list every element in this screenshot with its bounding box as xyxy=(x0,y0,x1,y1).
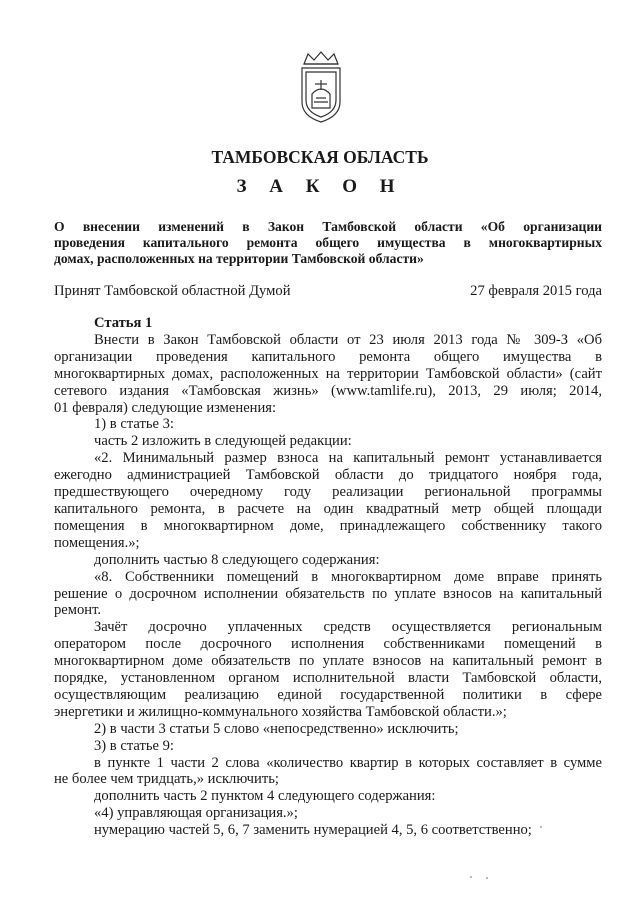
body-line: 01 февраля) следующие изменения: xyxy=(54,399,277,416)
coat-of-arms-emblem xyxy=(298,50,344,124)
body-line: порядке, установленном органом исполнительной власти Тамбовской области, xyxy=(54,670,602,687)
body-line: часть 2 изложить в следующей редакции: xyxy=(94,433,352,450)
law-title-line: домах, расположенных на территории Тамбовской области» xyxy=(54,251,424,266)
scan-speck xyxy=(470,876,472,878)
body-line: осуществляющим реализацию единой государственной политики в сфере xyxy=(54,686,602,703)
body-line: «2. Минимальный размер взноса на капитальный ремонт устанавливается xyxy=(94,450,602,467)
body-line: энергетики и жилищно-коммунального хозяйства Тамбовской области.»; xyxy=(54,703,507,720)
body-line: «8. Собственники помещений в многоквартирном доме вправе принять xyxy=(94,568,602,585)
body-line: капитального ремонта, в расчете на один квадратный метр общей площади xyxy=(54,500,602,517)
body-line: Внести в Закон Тамбовской области от 23 июля 2013 года № 309-З «Об xyxy=(94,331,602,348)
body-line: оператором после досрочного исполнения собственниками помещений в xyxy=(54,636,602,653)
body-line: 3) в статье 9: xyxy=(94,737,174,754)
body-line: дополнить часть 2 пунктом 4 следующего содержания: xyxy=(94,788,436,805)
body-line: Зачёт досрочно уплаченных средств осуществляется региональным xyxy=(94,619,602,636)
adoption-line xyxy=(54,283,602,300)
body-line: организации проведения капитального ремонта общего имущества в xyxy=(54,348,602,365)
body-line: многоквартирном доме обязательств по уплате взносов на капитальный ремонт в xyxy=(54,653,602,670)
body-line: решение о досрочном исполнении обязательств по уплате взносов на капитальный xyxy=(54,585,602,602)
body-line: 2) в части 3 статьи 5 слово «непосредственно» исключить; xyxy=(94,720,459,737)
law-title xyxy=(54,219,602,267)
law-title-line: проведения капитального ремонта общего имущества в многоквартирных xyxy=(54,235,602,250)
body-line: в пункте 1 части 2 слова «количество квартир в которых составляет в сумме xyxy=(94,754,602,771)
body-line: 1) в статье 3: xyxy=(94,416,174,433)
article-heading: Статья 1 xyxy=(94,315,153,331)
body-line: помещения.»; xyxy=(54,534,140,551)
body-line: предшествующего очередному году реализации региональной программы xyxy=(54,484,602,501)
adopted-by: Принят Тамбовской областной Думой xyxy=(54,283,291,299)
document-type-heading: З А К О Н xyxy=(236,176,404,197)
article-body xyxy=(54,315,602,839)
region-heading: ТАМБОВСКАЯ ОБЛАСТЬ xyxy=(211,147,429,167)
body-line: многоквартирных домах, расположенных на территории Тамбовской области» (сайт xyxy=(54,365,602,382)
body-line: дополнить частью 8 следующего содержания: xyxy=(94,551,380,568)
body-line: «4) управляющая организация.»; xyxy=(94,805,298,822)
body-line: ежегодно администрацией Тамбовской области до тридцатого ноября года, xyxy=(54,467,602,484)
body-line: помещения в многоквартирном доме, принадлежащего собственнику такого xyxy=(54,517,602,534)
scan-speck xyxy=(486,877,488,879)
scan-speck xyxy=(540,826,542,828)
body-line: не более чем тридцать,» исключить; xyxy=(54,771,279,788)
body-line: сетевого издания «Тамбовская жизнь» (www.tamlife.ru), 2013, 29 июля; 2014, xyxy=(54,382,602,399)
body-line: нумерацию частей 5, 6, 7 заменить нумерацией 4, 5, 6 соответственно; xyxy=(94,822,532,839)
adoption-date: 27 февраля 2015 года xyxy=(470,283,602,299)
body-line: ремонт. xyxy=(54,602,102,619)
law-title-line: О внесении изменений в Закон Тамбовской области «Об организации xyxy=(54,219,602,234)
